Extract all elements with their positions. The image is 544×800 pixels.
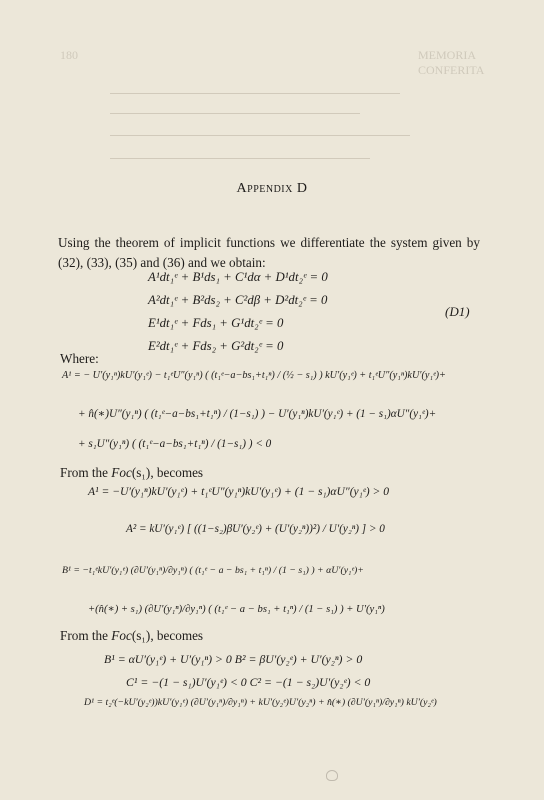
b1-line-1: B¹ = −t₁ᵉkU′(y₁ᵉ) (∂U′(y₁ⁿ)/∂y₁ⁿ) ( (t₁ᵉ − a − bs₁ + t₁ⁿ) / (1 − s₁) ) + αU′(y₁ᵉ)+ [62,565,364,576]
c-foc-equation: C¹ = −(1 − s₁)U′(y₁ᵉ) < 0 C² = −(1 − s₂)U′(y₂ᵉ) < 0 [126,675,371,689]
a1-line-2: + n̂(∗)U″(y₁ⁿ) ( (t₁ᵉ−a−bs₁+t₁ⁿ) / (1−s₁) ) − U′(y₁ⁿ)kU′(y₁ᵉ) + (1 − s₁)αU″(y₁ᵉ)+ [78,408,437,420]
system-equation-3: E¹dt₁ᵉ + Fds₁ + G¹dt₂ᵉ = 0 [148,316,284,330]
a1-foc-equation: A¹ = −U′(y₁ⁿ)kU′(y₁ᵉ) + t₁ᵉU″(y₁ⁿ)kU′(y₁ᵉ) + (1 − s₁)αU″(y₁ᵉ) > 0 [88,485,390,498]
bleed-through-line [110,113,360,114]
foc-term: Foc [111,465,132,480]
intro-paragraph: Using the theorem of implicit functions we differentiate the system given by (32), (33), (35) and (36) and we obtain: [58,235,480,270]
where-label: Where: [60,351,99,366]
bleed-through-line [110,93,400,94]
b1-line-2: +(n̂(∗) + s₁) (∂U′(y₁ⁿ)/∂y₁ⁿ) ( (t₁ᵉ − a − bs₁ + t₁ⁿ) / (1 − s₁) ) + U′(y₁ⁿ) [88,604,385,615]
foc-s1-note [60,465,203,481]
a1-line-1: A¹ = − U′(y₁ⁿ)kU′(y₁ᵉ) − t₁ᵉU″(y₁ⁿ) ( (t₁ᵉ−a−bs₁+t₁ⁿ) / (½ − s₁) ) kU′(y₁ᵉ) + t₁ᵉU″(y₁ⁿ)kU′(y₁ᵉ)+ [62,370,446,381]
appendix-heading: Appendix D [236,181,308,196]
foc-term: Foc [111,628,132,643]
equation-number: (D1) [445,304,470,319]
system-equation-1: A¹dt₁ᵉ + B¹ds₁ + C¹dα + D¹dt₂ᵉ = 0 [148,270,328,284]
a1-line-3: + s₁U″(y₁ⁿ) ( (t₁ᵉ−a−bs₁+t₁ⁿ) / (1−s₁) ) < 0 [78,438,272,450]
bleed-through-running-head: MEMORIA CONFERITA [418,48,485,77]
system-equation-4: E²dt₁ᵉ + Fds₂ + G²dt₂ᵉ = 0 [148,339,284,353]
foc-s1-note-2 [60,628,203,644]
a2-equation: A² = kU′(y₁ᵉ) [ ((1−s₂)βU′(y₂ᵉ) + (U′(y₂ⁿ))²) / U′(y₂ⁿ) ] > 0 [126,523,385,535]
system-equation-2: A²dt₁ᵉ + B²ds₂ + C²dβ + D²dt₂ᵉ = 0 [148,293,328,307]
bleed-through-page-number: 180 [60,48,78,62]
b-foc-equation: B¹ = αU′(y₁ᵉ) + U′(y₁ⁿ) > 0 B² = βU′(y₂ᵉ) + U′(y₂ⁿ) > 0 [104,652,363,666]
foc-prefix: From the [60,628,112,643]
d1-equation: D¹ = t₂ᵉ(−kU′(y₂ᵉ))kU′(y₁ᵉ) (∂U′(y₁ⁿ)/∂y₁ⁿ) + kU′(y₂ᵉ)U′(y₂ⁿ) + n̂(∗) (∂U′(y₁ⁿ)/∂y₁ⁿ) kU′(y₂ᵉ) [84,697,437,708]
foc-prefix: From the [60,465,112,480]
bleed-through-line [110,158,370,159]
ink-mark [326,770,338,781]
foc-suffix: (s₁), becomes [131,465,204,480]
bleed-through-line [110,135,410,136]
foc-suffix: (s₁), becomes [131,628,204,643]
